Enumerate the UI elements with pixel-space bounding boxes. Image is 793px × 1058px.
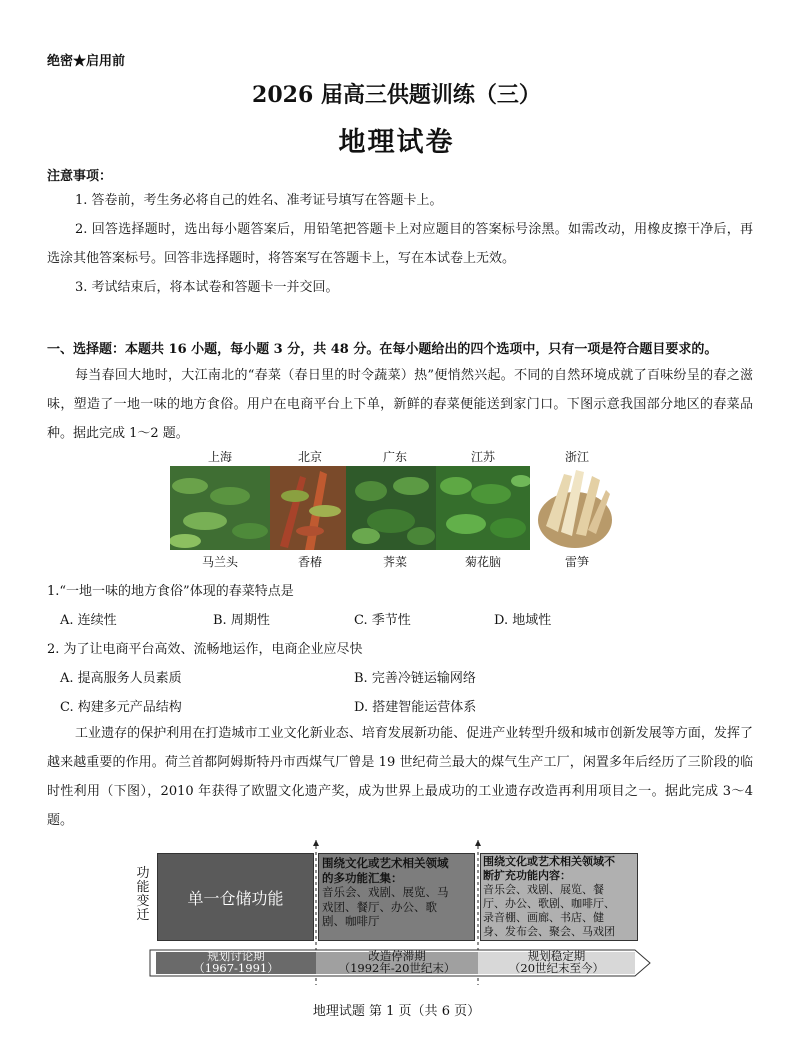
ylabel-char: 功 xyxy=(136,866,150,881)
region-label: 广东 xyxy=(382,450,407,464)
vegetable-label: 菊花脑 xyxy=(464,555,501,569)
vegetable-label: 荠菜 xyxy=(382,555,407,569)
q1-option-c: C. 季节性 xyxy=(354,613,411,628)
box2-line: 戏团、餐厅、办公、歌 xyxy=(322,899,437,914)
vegetable-label: 马兰头 xyxy=(201,555,238,569)
phase-period: （1967-1991） xyxy=(193,961,279,975)
phase-1-label xyxy=(156,950,316,974)
box3-line: 身、发布会、聚会、马戏团 xyxy=(483,925,615,938)
section-heading: 一、选择题：本题共 16 小题，每小题 3 分，共 48 分。在每小题给出的四个选项中，只有一项是符合题目要求的。 xyxy=(47,342,718,357)
box2-line: 围绕文化或艺术相关领域 xyxy=(322,856,449,870)
notice-heading: 注意事项： xyxy=(47,169,113,184)
region-label: 北京 xyxy=(297,450,322,464)
exam-title: 2026 届高三供题训练（三） xyxy=(252,82,541,108)
multi-function-box xyxy=(318,853,475,941)
passage-1 xyxy=(47,361,753,448)
q2-option-d: D. 搭建智能运营体系 xyxy=(354,700,477,715)
phase-period: （1992年-20世纪末） xyxy=(338,961,456,975)
notice-list xyxy=(47,186,753,302)
phase-period: （20世纪末至今） xyxy=(508,961,605,975)
subject-title: 地理试卷 xyxy=(338,127,455,158)
question-2-stem: 2. 为了让电商平台高效、流畅地运作，电商企业应尽快 xyxy=(47,642,363,657)
q2-option-a: A. 提高服务人员素质 xyxy=(60,671,182,686)
ylabel-char: 变 xyxy=(136,894,150,909)
function-change-diagram xyxy=(130,840,660,985)
malantou-image xyxy=(170,466,270,550)
box3-line: 围绕文化或艺术相关领域不 xyxy=(483,855,615,868)
juhuanao-image xyxy=(436,466,530,550)
phase-name: 规划稳定期 xyxy=(527,949,586,963)
single-storage-box: 单一仓储功能 xyxy=(157,853,314,941)
box3-line: 厅、办公、歌剧、咖啡厅、 xyxy=(483,897,615,910)
q1-option-a: A. 连续性 xyxy=(60,613,117,628)
q2-option-b: B. 完善冷链运输网络 xyxy=(354,671,476,686)
leisun-image xyxy=(536,466,614,550)
question-1-stem: 1.“一地一味的地方食俗”体现的春菜特点是 xyxy=(47,584,294,599)
q1-option-d: D. 地域性 xyxy=(494,613,552,628)
vegetable-label: 雷笋 xyxy=(564,555,589,569)
page-footer: 地理试题 第 1 页（共 6 页） xyxy=(312,1004,481,1019)
phase-3-label xyxy=(478,950,635,974)
region-label: 浙江 xyxy=(564,450,589,464)
ylabel-char: 迁 xyxy=(136,908,150,923)
notice-item: 2. 回答选择题时，选出每小题答案后，用铅笔把答题卡上对应题目的答案标号涂黑。如需改动，用橡皮擦干净后，再选涂其他答案标号。回答非选择题时，将答案写在答题卡上，写在本试卷上无效。 xyxy=(47,222,753,266)
box2-line: 音乐会、戏剧、展览、马 xyxy=(322,885,449,899)
notice-item: 3. 考试结束后，将本试卷和答题卡一并交回。 xyxy=(75,280,339,295)
xiangchun-image xyxy=(270,466,346,550)
box3-line: 录音棚、画廊、书店、健 xyxy=(483,911,604,924)
box3-line: 音乐会、戏剧、展览、餐 xyxy=(483,883,604,896)
phase-name: 改造停滞期 xyxy=(368,949,426,963)
box3-line: 断扩充功能内容： xyxy=(483,869,571,882)
box2-line: 剧、咖啡厅 xyxy=(322,914,380,928)
passage-1-text: 每当春回大地时，大江南北的“春菜（春日里的时令蔬菜）热”便悄然兴起。不同的自然环境成就了百味纷呈的春之滋味，塑造了一地一味的地方食俗。用户在电商平台上下单，新鲜的春菜便能送到家门口。下图示意我国部分地区的春菜品种。据此完成 1～2 题。 xyxy=(47,368,753,441)
region-label: 江苏 xyxy=(470,450,495,464)
q2-option-c: C. 构建多元产品结构 xyxy=(60,700,182,715)
notice-item: 1. 答卷前，考生务必将自己的姓名、准考证号填写在答题卡上。 xyxy=(75,193,443,208)
ylabel-char: 能 xyxy=(136,880,150,895)
phase-name: 规划讨论期 xyxy=(207,949,265,963)
phase-2-label xyxy=(316,950,478,974)
passage-2-text: 工业遗存的保护利用在打造城市工业文化新业态、培育发展新功能、促进产业转型升级和城市创新发展等方面，发挥了越来越重要的作用。荷兰首都阿姆斯特丹市西煤气厂曾是 19 世纪荷兰最大的煤气生产工厂，闲置多年后经历了三阶段的临时性利用（下图），2010 年获得了欧盟文化遗产奖，成为世界上最成功的工业遗存改造再利用项目之一。据此完成 3～4 题。 xyxy=(47,726,753,828)
passage-2 xyxy=(47,719,753,835)
box2-line: 的多功能汇集： xyxy=(322,870,403,885)
vegetable-label: 香椿 xyxy=(297,555,322,569)
q1-option-b: B. 周期性 xyxy=(213,613,270,628)
spring-vegetable-images xyxy=(170,466,595,550)
region-label: 上海 xyxy=(207,450,232,464)
expanded-function-box xyxy=(480,853,638,941)
confidential-mark: 绝密★启用前 xyxy=(47,54,126,69)
jicai-image xyxy=(346,466,436,550)
